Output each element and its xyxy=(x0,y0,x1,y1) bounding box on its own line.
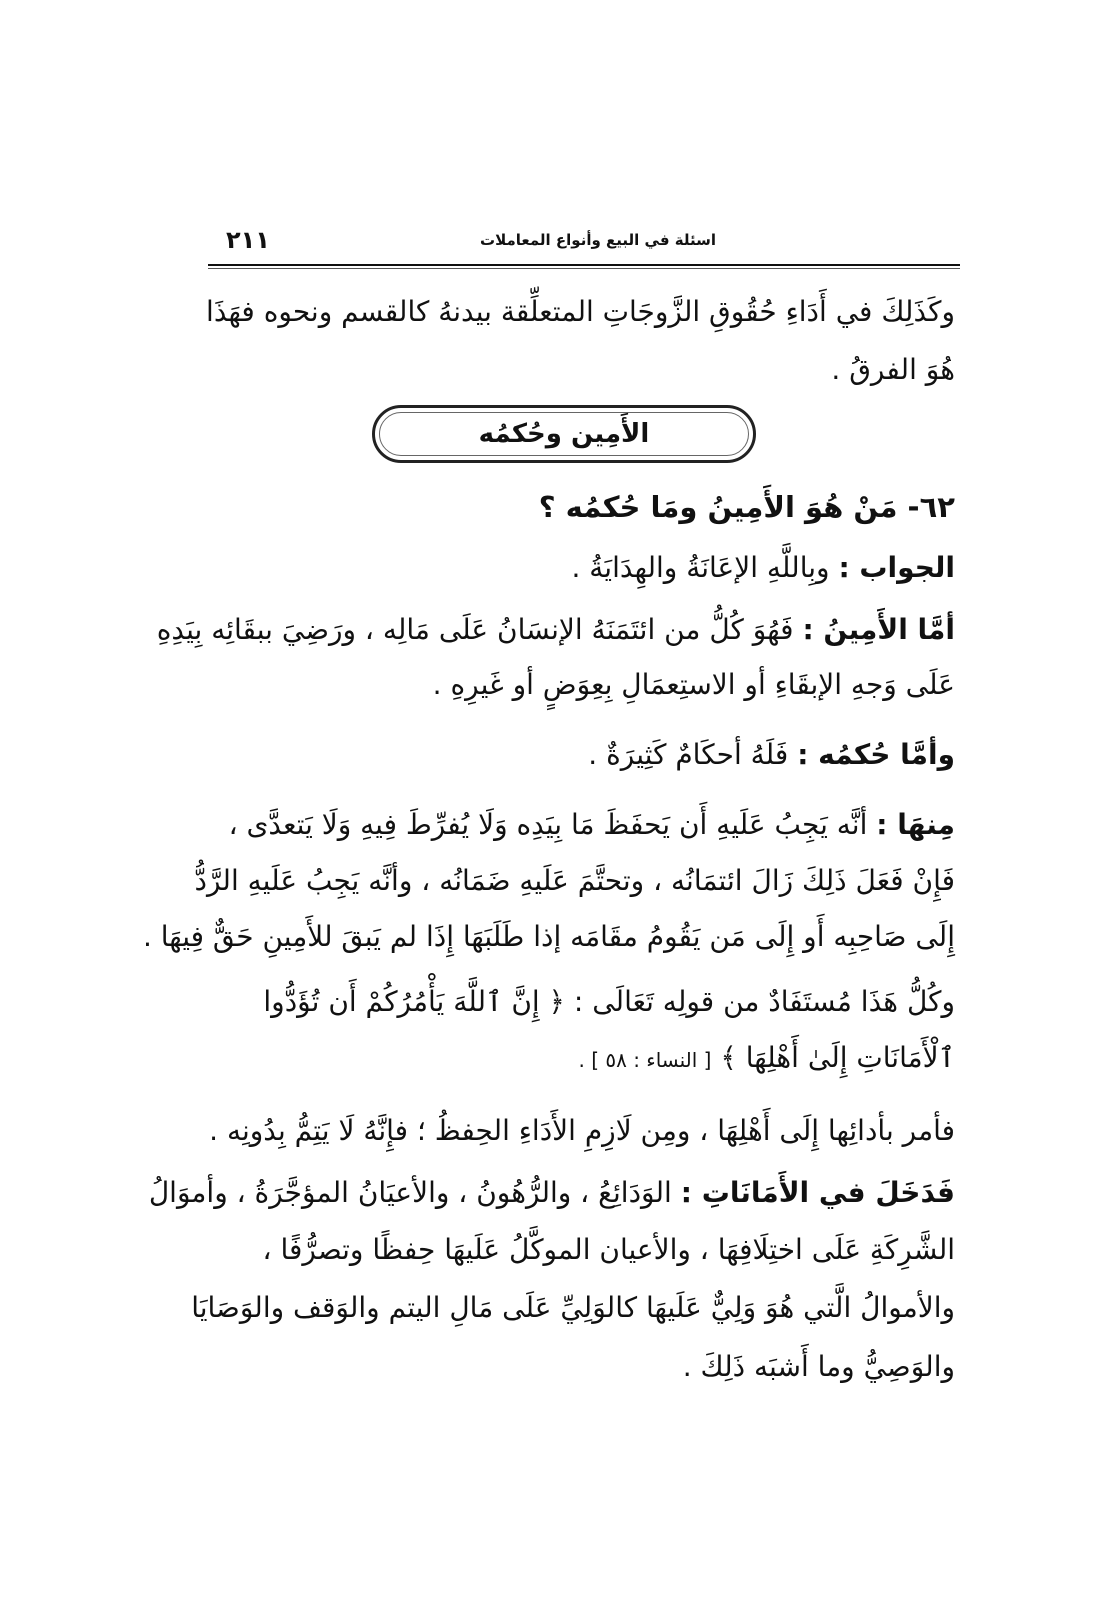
minha-text-1: أنَّه يَجِبُ عَلَيهِ أَن يَحفَظَ مَا بِيَدِه وَلَا يُفرِّطَ فِيهِ وَلَا يَتعدَّى ، xyxy=(228,808,868,841)
question-heading: ٦٢- مَنْ هُوَ الأَمِينُ ومَا حُكمُه ؟ xyxy=(538,490,955,524)
section-heading-box xyxy=(372,405,756,463)
header-rule-thin xyxy=(208,268,960,269)
section-title: الأَمِين وحُكمُه xyxy=(478,419,650,449)
kullu-line-2 xyxy=(210,1033,955,1085)
page-header xyxy=(208,226,960,258)
quran-reference: [ النساء : ٥٨ ] . xyxy=(578,1048,712,1072)
header-rule xyxy=(208,264,960,266)
hukm-text: فَلَهُ أحكَامٌ كَثِيرَةٌ . xyxy=(588,738,789,771)
answer-label: الجواب : xyxy=(838,551,955,584)
fadakhala-label: فَدَخَلَ في الأَمَانَاتِ : xyxy=(680,1176,955,1209)
fadakhala-line-3: والأموالُ الَّتي هُوَ وَلِيٌّ عَلَيهَا كالوَلِيِّ عَلَى مَالِ اليتم والوَقف والوَصَايَا xyxy=(191,1291,955,1324)
hukm-line xyxy=(210,730,955,780)
minha-label: مِنهَا : xyxy=(876,808,955,841)
amin-def-label: أمَّا الأَمِينُ : xyxy=(802,613,955,646)
quran-verse-end: ٱلْأَمَانَاتِ إِلَىٰ أَهْلِهَا ﴾ xyxy=(720,1041,955,1074)
hukm-label: وأمَّا حُكمُه : xyxy=(797,738,955,771)
intro-line-2: هُوَ الفرقُ . xyxy=(831,353,955,386)
amin-def-line-2: عَلَى وَجهِ الإبقَاءِ أو الاستِعمَالِ بِعِوَضٍ أو غَيرِهِ . xyxy=(432,668,955,701)
intro-line-1: وكَذَلِكَ في أَدَاءِ حُقُوقِ الزَّوجَاتِ المتعلِّقة بيدنهُ كالقسم ونحوه فهَذَا xyxy=(206,295,955,328)
amin-def-line-1 xyxy=(156,605,955,655)
minha-line-3: إِلَى صَاحِبِه أَو إِلَى مَن يَقُومُ مقَامَه إذا طَلَبَهَا إِذَا لم يَبقَ للأَمِينِ حَقٌّ فِيهَا . xyxy=(142,920,955,953)
fadakhala-line-2: الشَّرِكَةِ عَلَى اختِلَافِهَا ، والأعيان الموكَّلُ عَلَيهَا حِفظًا وتصرُّفًا ، xyxy=(262,1233,955,1266)
kullu-line-1: وكُلُّ هَذَا مُستَفَادٌ من قولِه تَعَالَى : ﴿ إِنَّ ٱللَّهَ يَأْمُرُكُمْ أَن تُؤَدُّوا xyxy=(263,985,955,1018)
amin-def-text-1: فَهُوَ كُلُّ من ائتَمَنَهُ الإنسَانُ عَلَى مَالِه ، ورَضِيَ ببقَائِه بِيَدِهِ xyxy=(156,613,794,646)
answer-text: وبِاللَّهِ الإعَانَةُ والهِدَايَةُ . xyxy=(571,551,830,584)
minha-line-1 xyxy=(210,800,955,850)
fadakhala-line-1 xyxy=(148,1168,955,1218)
fadakhala-text-1: الوَدَائِعُ ، والرُّهُونُ ، والأعيَانُ المؤجَّرَةُ ، وأموَالُ xyxy=(148,1176,672,1209)
answer-line xyxy=(210,543,955,593)
famara-line: فأمر بأدائِها إِلَى أَهْلِهَا ، ومِن لَازِمِ الأَدَاءِ الحِفظُ ؛ فإِنَّهُ لَا يَتِمُّ بِدُونِه . xyxy=(209,1114,955,1147)
minha-line-2: فَإِنْ فَعَلَ ذَلِكَ زَالَ ائتمَانُه ، وتحتَّمَ عَلَيهِ ضَمَانُه ، وأنَّه يَجِبُ عَلَيهِ الرَّدُّ xyxy=(194,864,955,897)
page-number: ٢١١ xyxy=(226,226,270,254)
fadakhala-line-4: والوَصِيُّ وما أَشبَه ذَلِكَ . xyxy=(682,1350,955,1383)
running-title: اسئلة في البيع وأنواع المعاملات xyxy=(480,231,716,249)
